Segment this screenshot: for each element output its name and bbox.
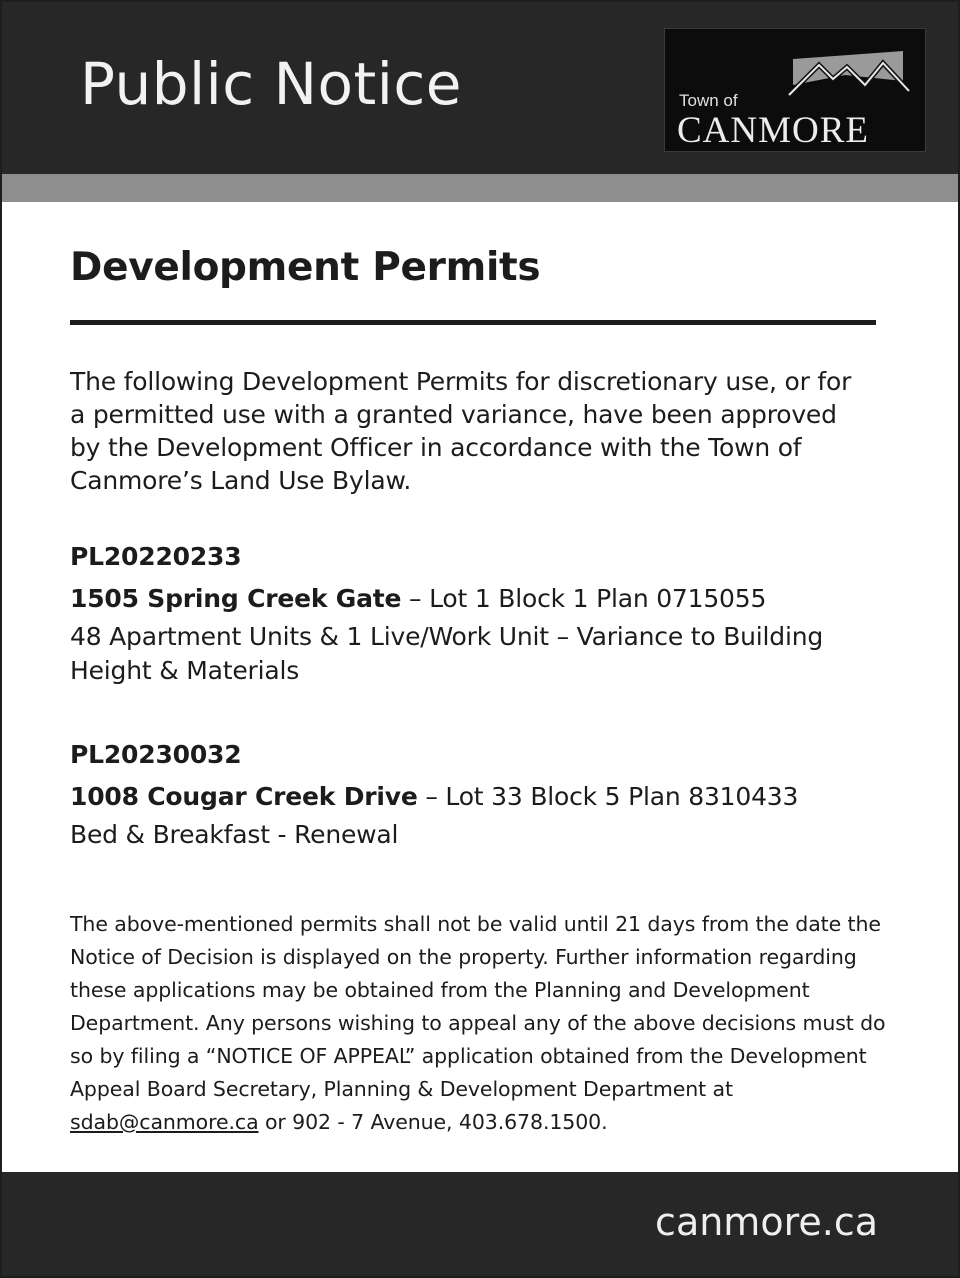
appeal-text: The above-mentioned permits shall not be valid until 21 days from the date the Notice of Decision is displayed on the property. Further information regarding these applications may be obtained from the Planning and Development Department. Any persons wishing to appeal any of the above decisions must do so by filing a “NOTICE OF APPEAL” application obtained from the Development Appeal Board Secretary, Planning & Development Department at — [70, 912, 886, 1101]
notice-body — [70, 242, 900, 1134]
permit-entry — [70, 542, 890, 688]
permit-address: 1008 Cougar Creek Drive — [70, 782, 418, 811]
permit-address-line — [70, 780, 890, 814]
page-title: Public Notice — [80, 50, 462, 118]
section-title: Development Permits — [70, 245, 541, 290]
header-bar — [2, 2, 958, 174]
sdab-email-link[interactable]: sdab@canmore.ca — [70, 1110, 259, 1134]
intro-paragraph: The following Development Permits for discretionary use, or for a permitted use with a granted variance, have been approved by the Development Officer in accordance with the Town of Canmore’s Land Use Bylaw. — [70, 367, 852, 495]
permit-description: 48 Apartment Units & 1 Live/Work Unit – Variance to Building Height & Materials — [70, 622, 824, 685]
permit-id: PL20230032 — [70, 740, 242, 769]
appeal-information — [70, 908, 900, 1139]
footer-website: canmore.ca — [655, 1200, 878, 1244]
mountain-logo-icon — [785, 45, 915, 103]
permit-address-line — [70, 582, 890, 616]
logo-town-text: Town of — [679, 91, 738, 110]
appeal-address: or 902 - 7 Avenue, 403.678.1500. — [264, 1110, 608, 1134]
permit-id: PL20220233 — [70, 542, 242, 571]
footer-bar — [2, 1172, 958, 1276]
permit-address: 1505 Spring Creek Gate — [70, 584, 402, 613]
permit-description: Bed & Breakfast - Renewal — [70, 820, 399, 849]
permit-entry — [70, 740, 890, 852]
title-rule — [70, 320, 876, 325]
logo-canmore-text: CANMORE — [677, 110, 870, 151]
canmore-logo — [664, 28, 926, 152]
header-divider-band — [2, 174, 958, 202]
permit-legal: – Lot 33 Block 5 Plan 8310433 — [425, 782, 799, 811]
permit-legal: – Lot 1 Block 1 Plan 0715055 — [409, 584, 767, 613]
